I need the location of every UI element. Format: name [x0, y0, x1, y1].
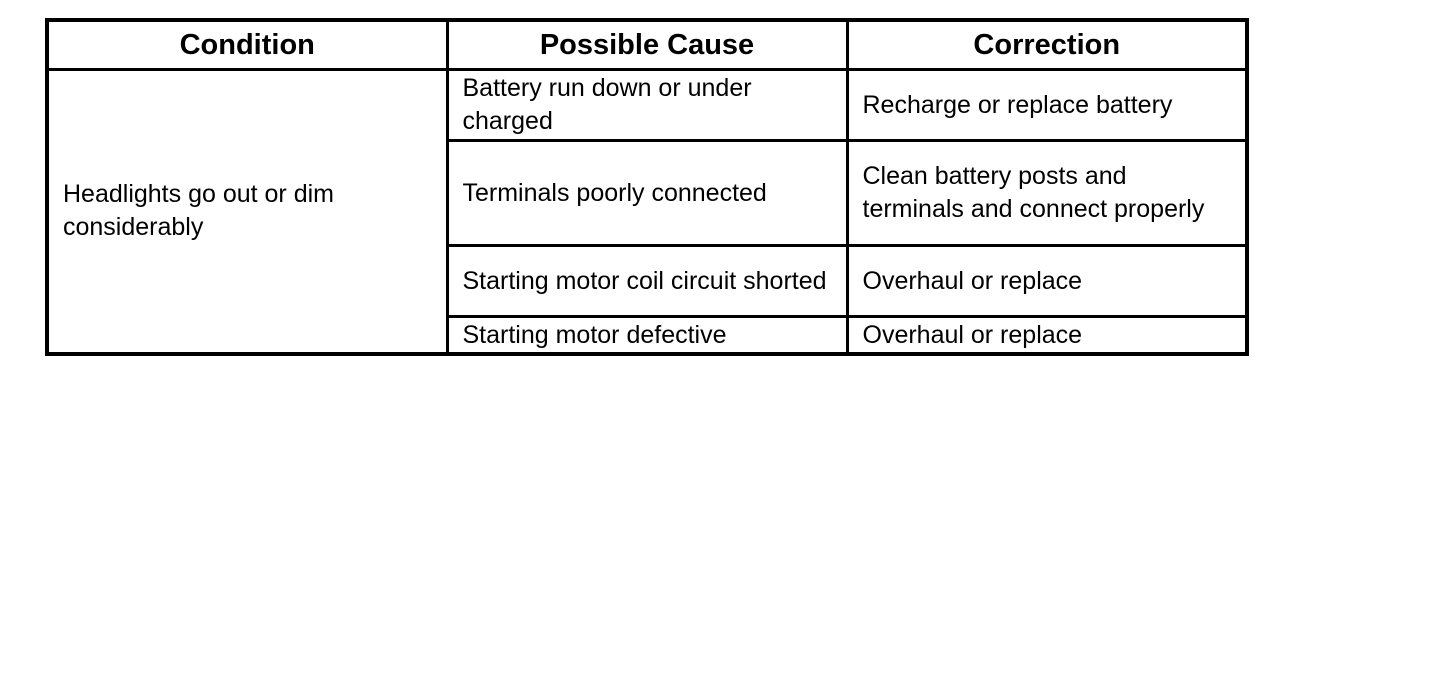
troubleshooting-table	[45, 18, 1249, 356]
correction-cell: Overhaul or replace	[847, 246, 1247, 317]
cause-cell: Starting motor coil circuit shorted	[447, 246, 847, 317]
correction-cell: Overhaul or replace	[847, 317, 1247, 354]
cause-cell: Terminals poorly connected	[447, 141, 847, 246]
table-row	[47, 70, 1247, 141]
header-condition: Condition	[47, 20, 447, 70]
correction-cell: Clean battery posts and terminals and connect properly	[847, 141, 1247, 246]
header-row	[47, 20, 1247, 70]
correction-cell: Recharge or replace battery	[847, 70, 1247, 141]
cause-cell: Battery run down or under charged	[447, 70, 847, 141]
condition-cell: Headlights go out or dim considerably	[47, 70, 447, 354]
header-correction: Correction	[847, 20, 1247, 70]
cause-cell: Starting motor defective	[447, 317, 847, 354]
header-possible-cause: Possible Cause	[447, 20, 847, 70]
